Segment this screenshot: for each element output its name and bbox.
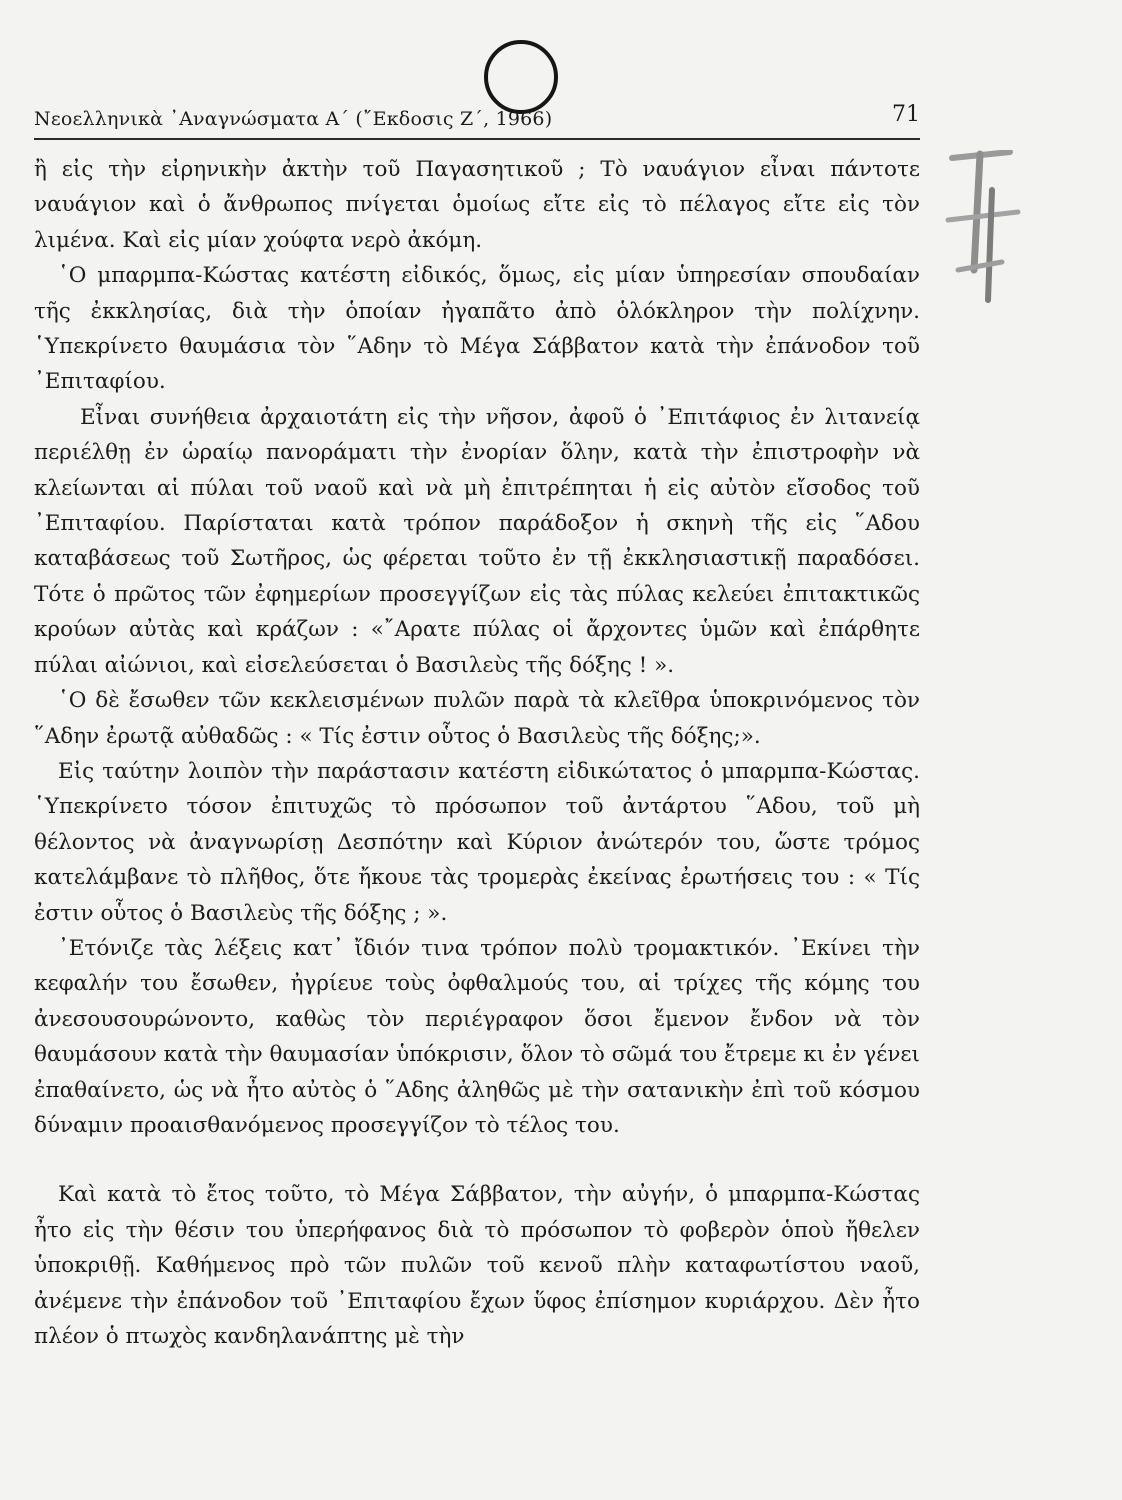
page-header	[34, 100, 920, 140]
body-text	[34, 152, 920, 1354]
paragraph: Εἰς ταύτην λοιπὸν τὴν παράστασιν κατέστη εἰδικώτατος ὁ μπαρμπα-Κώστας. ῾Υπεκρίνετο τόσον ἐπιτυχῶς τὸ πρόσωπον τοῦ ἀντάρτου ῞Αδου, τοῦ μὴ θέλοντος νὰ ἀναγνωρίσῃ Δεσπότην καὶ Κύριον ἀνώτερόν του, ὥστε τρόμος κατελάμβανε τὸ πλῆθος, ὅτε ἤκουε τὰς τρομερὰς ἐκείνας ἐρωτήσεις του : « Τίς ἐστιν οὗτος ὁ Βασιλεὺς τῆς δόξης ; ».	[34, 758, 920, 926]
page-number: 71	[892, 102, 920, 127]
paragraph: ᾿Ετόνιζε τὰς λέξεις κατ᾿ ἴδιόν τινα τρόπον πολὺ τρομακτικόν. ᾿Εκίνει τὴν κεφαλήν του ἔσωθεν, ἠγρίευε τοὺς ὀφθαλμούς του, αἱ τρίχες τῆς κόμης του ἀνεσουσουρώνοντο, καθὼς τὸν περιέγραφον ὅσοι ἔμενον ἔνδον νὰ τὸν θαυμάσουν κατὰ τὴν θαυμασίαν ὑπόκρισιν, ὅλον τὸ σῶμά του ἔτρεμε κι ἐν γένει ἐπαθαίνετο, ὡς νὰ ἦτο αὐτὸς ὁ ῞Αδης ἀληθῶς μὲ τὴν σατανικὴν ἐπὶ τοῦ κόσμου δύναμιν προαισθανόμενος προσεγγίζον τὸ τέλος του.	[34, 935, 920, 1138]
paragraph-continuation: ἢ εἰς τὴν εἰρηνικὴν ἀκτὴν τοῦ Παγασητικοῦ ; Τὸ ναυάγιον εἶναι πάντοτε ναυάγιον καὶ ὁ ἄνθρωπος πνίγεται ὁμοίως εἴτε εἰς τὸ πέλαγος εἴτε εἰς τὸν λιμένα. Καὶ εἰς μίαν χούφτα νερὸ ἀκόμη.	[34, 157, 920, 253]
paragraph: ῾Ο μπαρμπα-Κώστας κατέστη εἰδικός, ὅμως, εἰς μίαν ὑπηρεσίαν σπουδαίαν τῆς ἐκκλησίας, διὰ τὴν ὁποίαν ἠγαπᾶτο ἀπὸ ὁλόκληρον τὴν πολίχνην. ῾Υπεκρίνετο θαυμάσια τὸν ῞Αδην τὸ Μέγα Σάββατον κατὰ τὴν ἐπάνοδον τοῦ ᾿Επιταφίου.	[34, 263, 920, 395]
paragraph: ῾Ο δὲ ἔσωθεν τῶν κεκλεισμένων πυλῶν παρὰ τὰ κλεῖθρα ὑποκρινόμενος τὸν ῞Αδην ἐρωτᾷ αὐθαδῶς : « Τίς ἐστιν οὗτος ὁ Βασιλεὺς τῆς δόξης;».	[34, 688, 920, 749]
header-rule	[34, 138, 920, 140]
handwritten-margin-mark	[940, 150, 1030, 330]
paragraph: Καὶ κατὰ τὸ ἔτος τοῦτο, τὸ Μέγα Σάββατον, τὴν αὐγήν, ὁ μπαρμπα-Κώστας ἦτο εἰς τὴν θέσιν του ὑπερήφανος διὰ τὸ πρόσωπον τὸ φοβερὸν ὁποὺ ἤθελεν ὑποκριθῇ. Καθήμενος πρὸ τῶν πυλῶν τοῦ κενοῦ πλὴν καταφωτίστου ναοῦ, ἀνέμενε τὴν ἐπάνοδον τοῦ ᾿Επιταφίου ἔχων ὕφος ἐπίσημον κυριάρχου. Δὲν ἦτο πλέον ὁ πτωχὸς κανδηλανάπτης μὲ τὴν	[34, 1182, 920, 1349]
running-title: Νεοελληνικὰ ᾿Αναγνώσματα Α΄ (῎Εκδοσις Ζ΄, 1966)	[34, 108, 553, 130]
paragraph: Εἶναι συνήθεια ἀρχαιοτάτη εἰς τὴν νῆσον, ἀφοῦ ὁ ᾿Επιτάφιος ἐν λιτανείᾳ περιέλθῃ ἐν ὡραίῳ πανοράματι τὴν ἐνορίαν ὅλην, κατὰ τὴν ἐπιστροφὴν νὰ κλείωνται αἱ πύλαι τοῦ ναοῦ καὶ νὰ μὴ ἐπιτρέπηται ἡ εἰς αὐτὸν εἴσοδος τοῦ ᾿Επιταφίου. Παρίσταται κατὰ τρόπον παράδοξον ἡ σκηνὴ τῆς εἰς ῞Αδου καταβάσεως τοῦ Σωτῆρος, ὡς φέρεται τοῦτο ἐν τῇ ἐκκλησιαστικῇ παραδόσει. Τότε ὁ πρῶτος τῶν ἐφημερίων προσεγγίζων εἰς τὰς πύλας κελεύει ἐπιτακτικῶς κρούων αὐτὰς καὶ κράζων : «῎Αρατε πύλας οἱ ἄρχοντες ὑμῶν καὶ ἐπάρθητε πύλαι αἰώνιοι, καὶ εἰσελεύσεται ὁ Βασιλεὺς τῆς δόξης ! ».	[34, 404, 920, 678]
